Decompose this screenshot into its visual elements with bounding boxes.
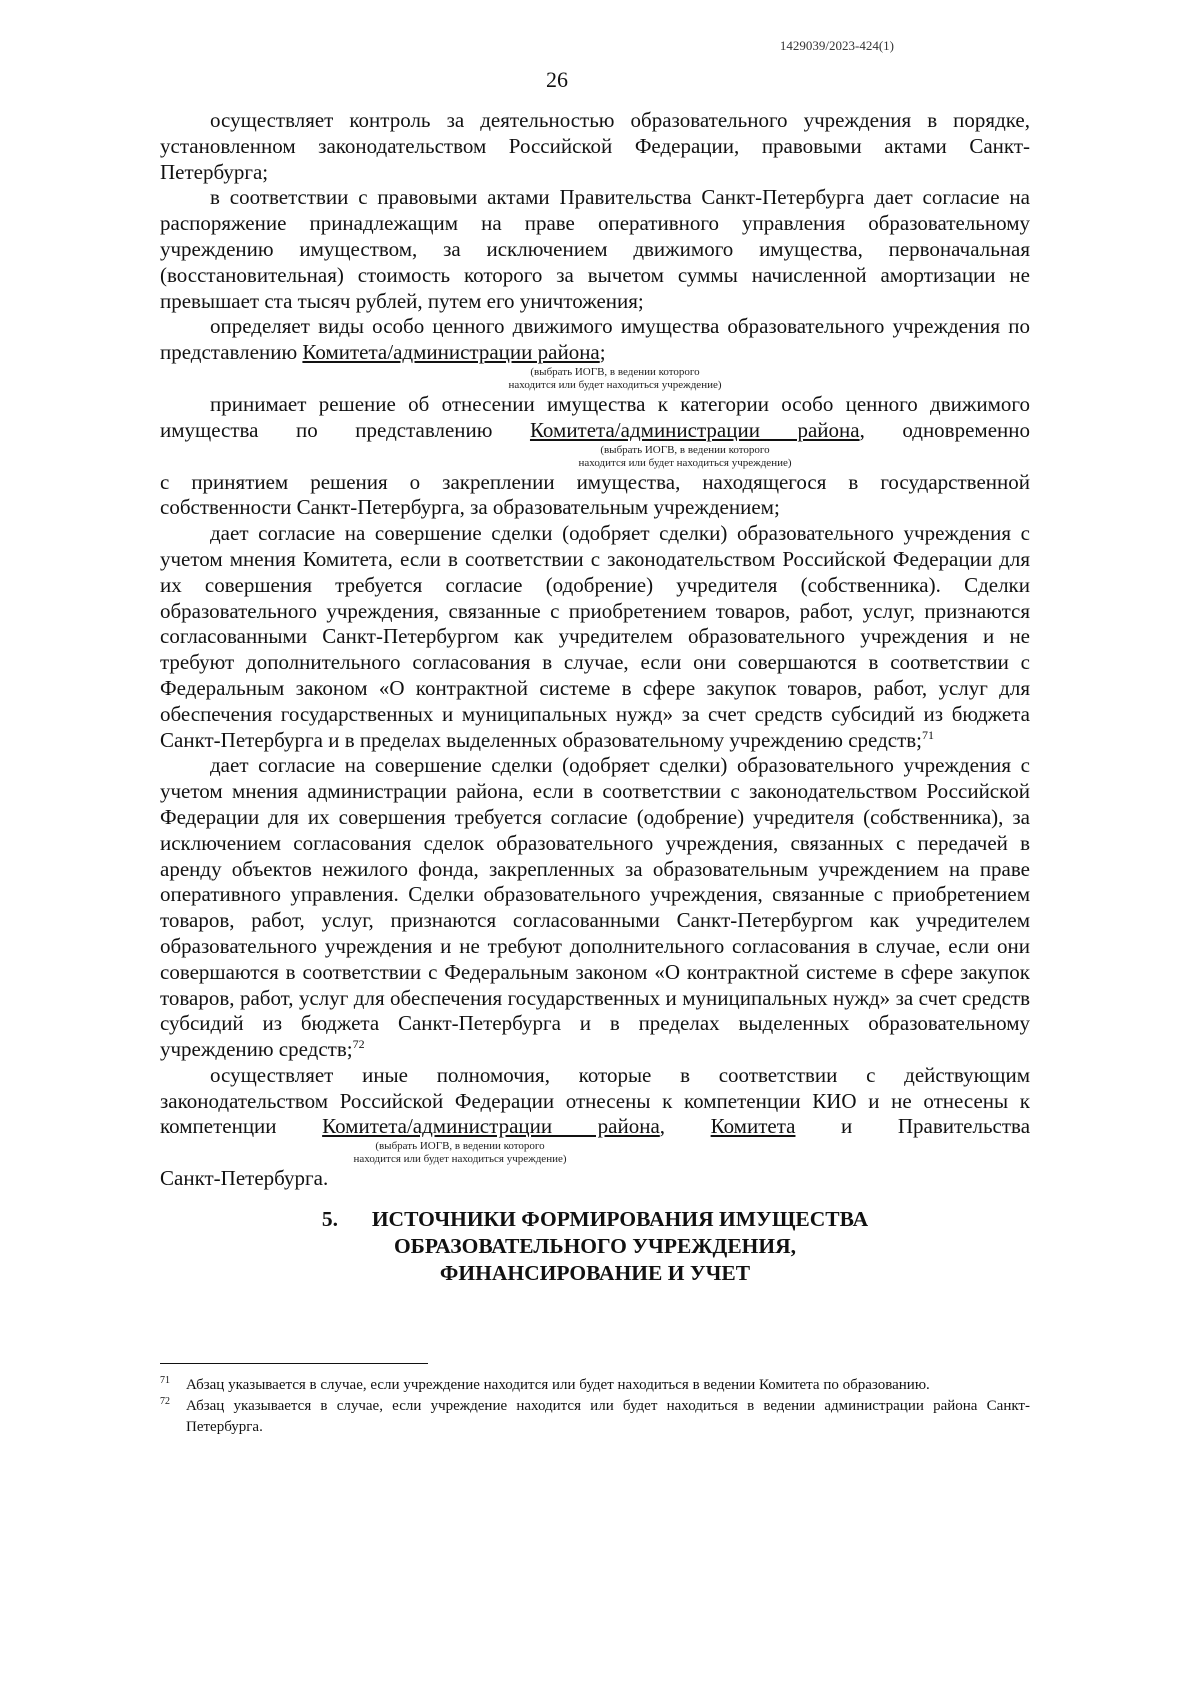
committee-placeholder: Комитета — [710, 1114, 796, 1139]
section-number: 5. — [321, 1207, 338, 1232]
paragraph-disposal-consent: в соответствии с правовыми актами Правительства Санкт-Петербурга дает согласие на распоряжение принадлежащим на праве оперативного управления образовательному учреждению имуществом, за исключением движимого имущества, первоначальная (восстановительная) стоимость которого за вычетом суммы начисленной амортизации не превышает ста тысяч рублей, путем его уничтожения; — [160, 185, 1030, 313]
committee-placeholder: Комитета/администрации района — [302, 340, 600, 365]
paragraph-text: , одновременно — [859, 417, 1031, 442]
paragraph-control: осуществляет контроль за деятельностью образовательного учреждения в порядке, установленном законодательством Российской Федерации, правовыми актами Санкт-Петербурга; — [160, 108, 1030, 184]
placeholder-hint: (выбрать ИОГВ, в ведении которого находится или будет находиться учреждение) — [578, 443, 792, 469]
paragraph-text: ; — [599, 340, 606, 365]
footnote — [160, 1375, 1030, 1396]
footnote-mark: 72 — [160, 1396, 170, 1407]
document-id: 1429039/2023-424(1) — [779, 38, 894, 53]
committee-placeholder: Комитета/администрации района — [529, 417, 860, 442]
section-title-line: ИСТОЧНИКИ ФОРМИРОВАНИЯ ИМУЩЕСТВА — [371, 1207, 869, 1232]
paragraph-valuable-property-decision — [160, 392, 1030, 444]
paragraph-deal-consent-district — [160, 753, 1030, 1063]
footnote — [160, 1396, 1030, 1438]
footnote-mark: 71 — [160, 1375, 170, 1386]
paragraph-continuation: Санкт-Петербурга. — [160, 1166, 329, 1191]
section-heading — [160, 1206, 1030, 1287]
paragraph-text: , — [659, 1114, 666, 1139]
paragraph-text: дает согласие на совершение сделки (одобряет сделки) образовательного учреждения с учетом мнения Комитета, если в соответствии с законодательством Российской Федерации для их совершения требуется согласие (одобрение) учредителя (собственника). Сделки образовательного учреждения, связанные с приобретением товаров, работ, услуг, признаются согласованными Санкт-Петербургом как учредителем образовательного учреждения и не требуют дополнительного согласования в случае, если они совершаются в соответствии с Федеральным законом «О контрактной системе в сфере закупок товаров, работ, услуг для обеспечения государственных и муниципальных нужд» за счет средств субсидий из бюджета Санкт-Петербурга и в пределах выделенных образовательному учреждению средств; — [160, 521, 1030, 752]
placeholder-hint: (выбрать ИОГВ, в ведении которого находится или будет находиться учреждение) — [353, 1140, 567, 1166]
footnote-ref: 72 — [352, 1037, 365, 1052]
footnote-text: Абзац указывается в случае, если учреждение находится или будет находиться в ведении администрации района Санкт-Петербурга. — [186, 1398, 1030, 1435]
paragraph-deal-consent-committee — [160, 521, 1030, 753]
paragraph-text: определяет виды особо ценного движимого имущества образовательного учреждения по представлению — [160, 314, 1030, 365]
committee-placeholder: Комитета/администрации района — [322, 1114, 660, 1139]
section-title-line: ОБРАЗОВАТЕЛЬНОГО УЧРЕЖДЕНИЯ, — [393, 1234, 797, 1259]
paragraph-other-powers — [160, 1063, 1030, 1140]
paragraph-text: дает согласие на совершение сделки (одобряет сделки) образовательного учреждения с учетом мнения администрации района, если в соответствии с законодательством Российской Федерации для их совершения требуется согласие (одобрение) учредителя (собственника), за исключением согласования сделок образовательного учреждения, связанных с передачей в аренду объектов нежилого фонда, закрепленных за образовательным учреждением на праве оперативного управления. Сделки образовательного учреждения, связанные с приобретением товаров, работ, услуг, признаются согласованными Санкт-Петербургом как учредителем образовательного учреждения и не требуют дополнительного согласования в случае, если они совершаются в соответствии с Федеральным законом «О контрактной системе в сфере закупок товаров, работ, услуг для обеспечения государственных и муниципальных нужд» за счет средств субсидий из бюджета Санкт-Петербурга и в пределах выделенных образовательному учреждению средств; — [160, 753, 1030, 1062]
footnote-divider — [160, 1363, 428, 1364]
section-title-line: ФИНАНСИРОВАНИЕ И УЧЕТ — [439, 1261, 751, 1286]
paragraph-text: принимает решение об отнесении имущества к категории особо ценного движимого имущества по представлению — [160, 391, 1030, 442]
paragraph-valuable-property-types — [160, 314, 1030, 366]
document-body — [160, 108, 1030, 1287]
footnote-text: Абзац указывается в случае, если учреждение находится или будет находиться в ведении Комитета по образованию. — [186, 1377, 930, 1393]
page-number: 26 — [546, 67, 568, 92]
footnotes — [160, 1375, 1030, 1438]
placeholder-hint: (выбрать ИОГВ, в ведении которого находится или будет находиться учреждение) — [508, 365, 722, 391]
paragraph-text: и Правительства — [841, 1114, 1031, 1139]
paragraph-text: осуществляет иные полномочия, которые в соответствии с действующим законодательством Российской Федерации отнесены к компетенции КИО и не отнесены к компетенции — [160, 1062, 1030, 1139]
paragraph-continuation: с принятием решения о закреплении имущества, находящегося в государственной собственности Санкт-Петербурга, за образовательным учреждением; — [160, 469, 1030, 520]
footnote-ref: 71 — [922, 727, 935, 742]
